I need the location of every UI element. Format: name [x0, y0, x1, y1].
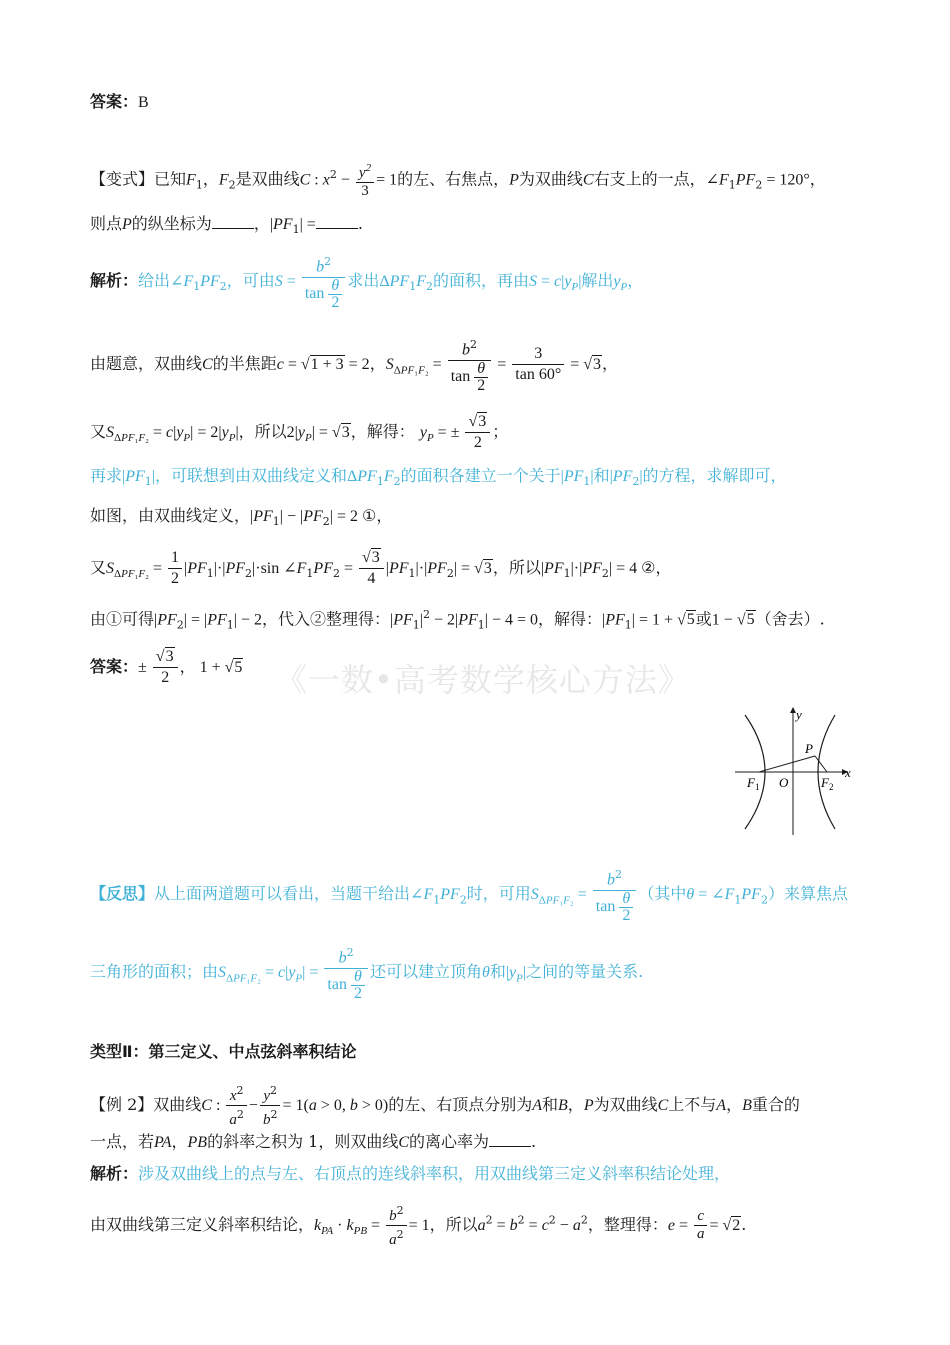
reflection-line-1: 【反思】从上面两道题可以看出，当题干给出$\angle F_1PF_2$时，可用$S_{\Delta PF_1F_2}$ = $b^2$ tan $\frac{\theta}{2}$ （其中$\theta = \angle F_1PF_2$）来算焦点: [90, 865, 848, 924]
fraction: $\frac{y^2}{b^2}$: [260, 1082, 281, 1129]
answer-2: 答案：± $\frac{√3}{2}$ ， 1 + √5: [90, 648, 243, 686]
answer-blank[interactable]: [212, 212, 254, 229]
y-label: y: [796, 707, 802, 722]
analysis-step-2: 又$S_{\Delta PF_1F_2} = c|y_P| = 2|y_P|$，所以$2|y_P| = √3$，解得： $y_P$ = ± $\frac{√3}{2}$ ；: [90, 413, 509, 451]
fraction: $\frac{b^2}{a^2}$: [386, 1202, 407, 1249]
analysis-step-4: 又$S_{\Delta PF_1F_2}$ = $\frac{1}{2}$ $|PF_1|\cdot|PF_2|\cdot\sin$ $\angle F_1PF_2$ = $\frac{√3}{4}$ $|PF_1|\cdot|PF_2| = √3$，所以$|PF_1|\cdot|PF_2| = 4$ ②，: [90, 549, 672, 587]
answer-value: B: [138, 94, 149, 111]
analysis-step-5: 由①可得$|PF_2| = |PF_1| - 2$，代入②整理得：$|PF_1|^2 - 2|PF_1| - 4 = 0$，解得：$|PF_1| = 1 + √5$或1 − √5（舍去）.: [90, 608, 825, 632]
analysis-2-step: 由双曲线第三定义斜率积结论，$k_{PA} \cdot k_{PB}$ = $\frac{b^2}{a^2}$ = 1，所以$a^2 = b^2 = c^2 - a^2$，整理得：e = $\frac{c}{a}$ = √2.: [90, 1204, 747, 1248]
origin-label: O: [779, 775, 789, 790]
variant-line-1: 【变式】已知$F_1$，$F_2$是双曲线C : $x^2$ − $\frac{y^2}{3}$ = 1的左、右焦点，P为双曲线C右支上的一点，$\angle F_1PF_2 = 120^\circ$，: [90, 162, 826, 199]
segment-pf2: [815, 756, 827, 772]
fraction: $b^2$ tan $\frac{\theta}{2}$: [302, 252, 346, 311]
fraction: $\frac{y^2}{3}$: [356, 160, 374, 200]
section-title: 类型Ⅱ：第三定义、中点弦斜率积结论: [90, 1042, 357, 1061]
fraction: $\frac{x^2}{a^2}$: [226, 1082, 247, 1129]
answer-1: [90, 90, 149, 115]
point-p-label: P: [805, 741, 813, 756]
fraction: $\frac{√3}{2}$: [465, 412, 490, 453]
example-2-line-2: 一点，若PA，PB的斜率之积为 1，则双曲线C的离心率为 .: [90, 1132, 537, 1151]
answer-blank[interactable]: [489, 1130, 531, 1147]
analysis-2-hint: 解析：涉及双曲线上的点与左、右顶点的连线斜率积，用双曲线第三定义斜率积结论处理，: [90, 1164, 731, 1183]
analysis-step-1: 由题意，双曲线C的半焦距c = √1 + 3 = 2，$S_{\Delta PF_1F_2}$ = $b^2$ tan $\frac{\theta}{2}$ = $\frac{3}{\tan 60^\circ}$ = √3，: [90, 335, 618, 394]
answer-blank[interactable]: [316, 212, 358, 229]
watermark: 《一数•高考数学核心方法》: [275, 661, 691, 699]
fraction: $\frac{√3}{4}$: [359, 548, 384, 589]
analysis-hint-2: 再求$|PF_1|$，可联想到由双曲线定义和$\Delta PF_1F_2$的面积各建立一个关于$|PF_1|$和$|PF_2|$的方程，求解即可，: [90, 466, 787, 489]
hyperbola-diagram: [735, 705, 855, 840]
reflection-line-2: 三角形的面积；由$S_{\Delta PF_1F_2} = c|y_P|$ = $b^2$ tan $\frac{\theta}{2}$ 还可以建立顶角θ和$|y_P|$之间的等量关系.: [90, 943, 643, 1002]
fraction: $b^2$ tan $\frac{\theta}{2}$: [448, 335, 492, 394]
variant-line-2: 则点P的纵坐标为 ，$|PF_1|$ = .: [90, 214, 363, 237]
fraction: $\frac{c}{a}$: [694, 1208, 708, 1243]
analysis-step-3: 如图，由双曲线定义，$|PF_1| - |PF_2| = 2$ ①，: [90, 506, 393, 529]
variant-tag: 【变式】: [90, 169, 155, 189]
fraction: $\frac{√3}{2}$: [153, 647, 178, 688]
fraction: $\frac{3}{\tan 60^\circ}$: [512, 344, 564, 385]
fraction: $b^2$ tan $\frac{\theta}{2}$: [593, 865, 637, 924]
answer-label: 答案：: [90, 92, 139, 111]
f1-label: $F_1$: [747, 775, 760, 792]
segment-pf1: [759, 756, 815, 772]
fraction: $\frac{1}{2}$: [168, 548, 182, 589]
analysis-hint-1: 解析：给出$\angle F_1PF_2$，可由S = $b^2$ tan $\frac{\theta}{2}$ 求出$\Delta PF_1F_2$的面积，再由$S = c|y_P|$解出$y_P$，: [90, 252, 643, 311]
f2-label: $F_2$: [821, 775, 834, 792]
fraction: $b^2$ tan $\frac{\theta}{2}$: [324, 943, 368, 1002]
example-2-line-1: 【例 2】双曲线C : $\frac{x^2}{a^2}$ − $\frac{y^2}{b^2}$ = 1(a > 0, b > 0)的左、右顶点分别为A和B，P为双曲线C上不与A，B重合的: [90, 1084, 800, 1128]
x-label: x: [845, 765, 851, 780]
